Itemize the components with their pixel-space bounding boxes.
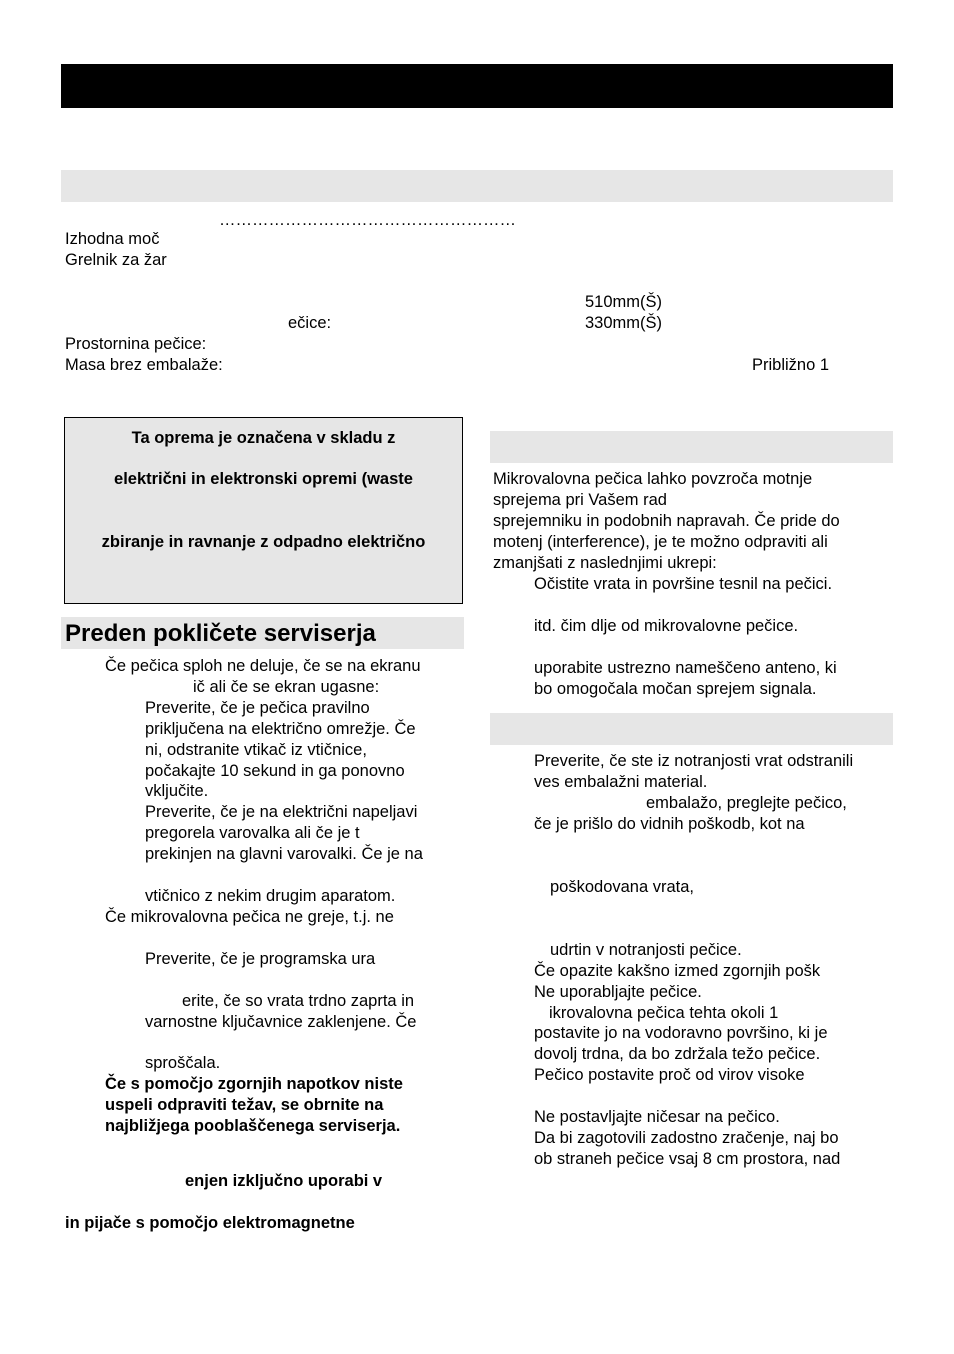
body-line: Če mikrovalovna pečica ne greje, t.j. ne [105, 908, 394, 926]
service-note-line: Če s pomočjo zgornjih napotkov niste [105, 1075, 403, 1093]
outer-dimensions-value: 510mm(Š) [585, 293, 663, 311]
body-line: če je prišlo do vidnih poškodb, kot na [534, 815, 805, 833]
notice-line: zbiranje in ravnanje z odpadno električno [101, 533, 426, 551]
usage-note-line: in pijače s pomočjo elektromagnetne [65, 1214, 355, 1232]
body-line: Pečico postavite proč od virov visoke [534, 1066, 805, 1084]
body-line: počakajte 10 sekund in ga ponovno [145, 762, 405, 780]
body-line: postavite jo na vodoravno površino, ki je [534, 1024, 828, 1042]
body-line: uporabite ustrezno nameščeno anteno, ki [534, 659, 837, 677]
weee-notice-box [64, 417, 463, 604]
body-line: bo omogočala močan sprejem signala. [534, 680, 817, 698]
body-line: vključite. [145, 782, 209, 800]
body-line: varnostne ključavnice zaklenjene. Če [145, 1013, 417, 1031]
body-line: Preverite, če ste iz notranjosti vrat odstranili [534, 752, 854, 770]
body-line: erite, če so vrata trdno zaprta in [182, 992, 415, 1010]
mass-label: Masa brez embalaže: [65, 356, 223, 374]
body-line: Ne uporabljajte pečice. [534, 983, 702, 1001]
cavity-dimensions-value: 330mm(Š) [585, 314, 663, 332]
body-line: Ne postavljajte ničesar na pečico. [534, 1108, 780, 1126]
body-line: Če pečica sploh ne deluje, če se na ekranu [105, 657, 421, 675]
troubleshooting-heading-bar [61, 617, 464, 649]
body-line: Preverite, če je pečica pravilno [145, 699, 370, 717]
service-note-line: najbližjega pooblaščenega serviserja. [105, 1117, 401, 1135]
body-line: Mikrovalovna pečica lahko povzroča motnje [493, 470, 813, 488]
body-line: Če opazite kakšno izmed zgornjih pošk [534, 962, 821, 980]
specifications-section-bar [61, 170, 893, 202]
body-line: ič ali če se ekran ugasne: [193, 678, 380, 696]
troubleshooting-heading: Preden pokličete serviserja [65, 620, 376, 647]
body-line: Preverite, če je na električni napeljavi [145, 803, 418, 821]
body-line: vtičnico z nekim drugim aparatom. [145, 887, 396, 905]
body-line: poškodovana vrata, [550, 878, 695, 896]
body-line: embalažo, preglejte pečico, [646, 794, 847, 812]
body-line: sprejema pri Vašem rad [493, 491, 667, 509]
body-line: itd. čim dlje od mikrovalovne pečice. [534, 617, 799, 635]
cavity-dimensions-label: ečice: [288, 314, 332, 332]
usage-note-line: enjen izključno uporabi v [185, 1172, 383, 1190]
body-line: prekinjen na glavni varovalki. Če je na [145, 845, 423, 863]
service-note-line: uspeli odpraviti težav, se obrnite na [105, 1096, 384, 1114]
body-line: pregorela varovalka ali če je t [145, 824, 360, 842]
body-line: dovolj trdna, da bo zdržala težo pečice. [534, 1045, 821, 1063]
body-line: sprejemniku in podobnih napravah. Če pride do [493, 512, 840, 530]
installation-section-bar [490, 713, 893, 745]
volume-label: Prostornina pečice: [65, 335, 207, 353]
notice-line: Ta oprema je označena v skladu z [131, 429, 396, 447]
body-line: ni, odstranite vtikač iz vtičnice, [145, 741, 367, 759]
body-line: ves embalažni material. [534, 773, 708, 791]
body-line: ikrovalovna pečica tehta okoli 1 [549, 1004, 779, 1022]
body-line: sproščala. [145, 1054, 221, 1072]
notice-line: električni in elektronski opremi (waste [114, 470, 413, 488]
body-line: Preverite, če je programska ura [145, 950, 376, 968]
body-line: ob straneh pečice vsaj 8 cm prostora, nad [534, 1150, 841, 1168]
body-line: priključena na električno omrežje. Če [145, 720, 416, 738]
dotted-leader: ……………………………………………… [219, 211, 516, 229]
mass-value: Približno 1 [752, 356, 830, 374]
body-line: Da bi zagotovili zadostno zračenje, naj bo [534, 1129, 839, 1147]
interference-section-bar [490, 431, 893, 463]
body-line: udrtin v notranjosti pečice. [550, 941, 742, 959]
body-line: Očistite vrata in površine tesnil na pečici. [534, 575, 833, 593]
page-header-bar [61, 64, 893, 108]
grill-label: Grelnik za žar [65, 251, 167, 269]
body-line: motenj (interference), je te možno odpraviti ali [493, 533, 828, 551]
output-power-label: Izhodna moč [65, 230, 160, 248]
body-line: zmanjšati z naslednjimi ukrepi: [493, 554, 717, 572]
